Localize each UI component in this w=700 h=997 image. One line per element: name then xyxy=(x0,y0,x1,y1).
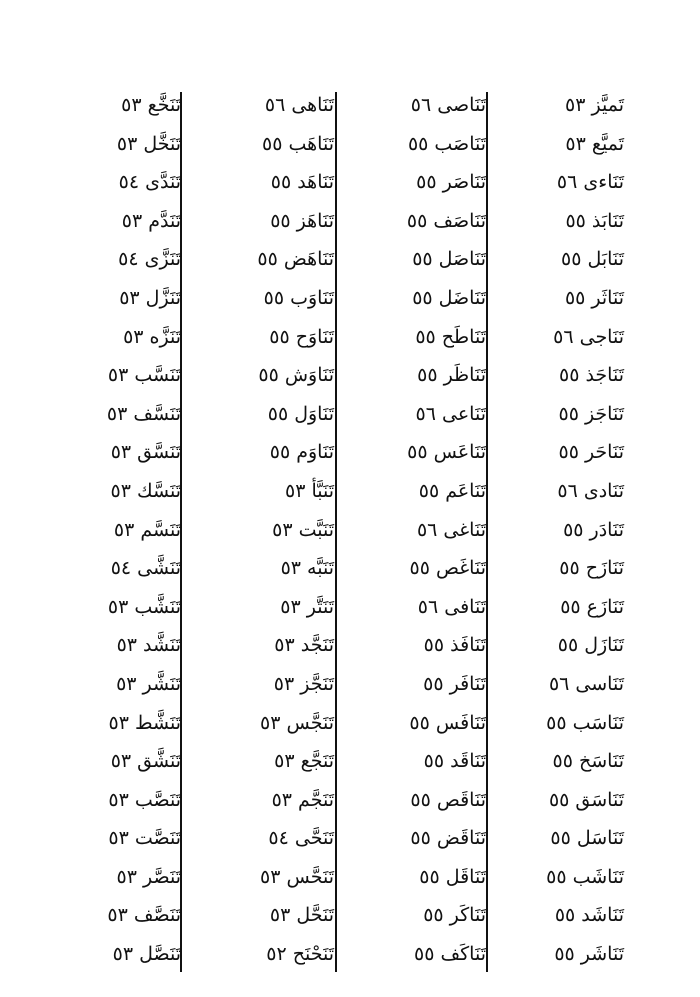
index-entry: تَنَشَّى ٥٤ xyxy=(110,557,181,580)
index-entry: تَنَاصَل ٥٥ xyxy=(412,248,486,271)
index-entry: تَنَاهَد ٥٥ xyxy=(270,171,334,194)
index-entry: تَنَاسَل ٥٥ xyxy=(550,827,624,850)
index-entry: تَنَاصَف ٥٥ xyxy=(406,209,486,232)
index-entry: تَنَجَّع ٥٣ xyxy=(274,750,334,773)
index-entry: تَنَافى ٥٦ xyxy=(417,595,486,618)
index-entry: تَنَاقَد ٥٥ xyxy=(423,750,486,773)
index-entry: تَنَاوَم ٥٥ xyxy=(269,441,334,464)
index-entry: تَنَاجَذ ٥٥ xyxy=(559,364,624,387)
index-entry: تَنَاوَش ٥٥ xyxy=(258,364,334,387)
index-entry: تَنَجَّم ٥٣ xyxy=(271,788,334,811)
index-entry: تَنَشَّط ٥٣ xyxy=(108,711,181,734)
index-entry: تَنَحَّل ٥٣ xyxy=(269,904,334,927)
index-entry: تَنَاسى ٥٦ xyxy=(548,672,624,695)
index-entry: تَنَاهَب ٥٥ xyxy=(262,132,334,155)
index-entry: تَنَاصى ٥٦ xyxy=(410,94,486,116)
index-entry: تَنَشَّب ٥٣ xyxy=(107,595,181,618)
index-column-1 xyxy=(479,86,624,974)
column-divider xyxy=(335,92,337,972)
index-entry: تَنَاسَق ٥٥ xyxy=(548,788,624,811)
index-entry: تَنَشَّد ٥٣ xyxy=(116,634,181,657)
index-entry: تَنَاكَف ٥٥ xyxy=(414,943,486,966)
index-column-3 xyxy=(184,86,334,974)
index-entry: تَنَصَّت ٥٣ xyxy=(108,827,181,850)
index-entry: تَنَاوَح ٥٥ xyxy=(269,325,334,348)
index-entry: تَنَبَّأ ٥٣ xyxy=(284,479,334,502)
index-entry: تَنَاهَض ٥٥ xyxy=(257,248,334,271)
index-entry: تَنَاوَل ٥٥ xyxy=(267,402,334,425)
index-entry: تَنَتَّر ٥٣ xyxy=(280,595,334,618)
index-entry: تَميَّز ٥٣ xyxy=(565,94,624,116)
index-entry: تَنَاجى ٥٦ xyxy=(553,325,624,348)
index-entry: تَنَاصَب ٥٥ xyxy=(407,132,486,155)
index-entry: تَنَاشَد ٥٥ xyxy=(554,904,624,927)
index-entry: تَنَاسَخ ٥٥ xyxy=(552,750,624,773)
index-entry: تَنَاهَز ٥٥ xyxy=(270,209,334,232)
index-entry: تَنَاعى ٥٦ xyxy=(415,402,486,425)
index-entry: تَميَّع ٥٣ xyxy=(565,132,624,155)
index-entry: تَنَاصَر ٥٥ xyxy=(416,171,486,194)
index-entry: تَنَزَّه ٥٣ xyxy=(123,325,181,348)
index-entry: تَنَابَذ ٥٥ xyxy=(565,209,624,232)
index-entry: تَنَادى ٥٦ xyxy=(557,479,624,502)
index-entry: تَنَاقَل ٥٥ xyxy=(419,865,486,888)
index-entry: تَنَخَّل ٥٣ xyxy=(116,132,181,155)
index-entry: تَنَادَر ٥٥ xyxy=(563,518,624,541)
index-entry: تَنَسَّف ٥٣ xyxy=(106,402,181,425)
index-entry: تَنَاغى ٥٦ xyxy=(416,518,486,541)
index-entry: تَنَاقَص ٥٥ xyxy=(410,788,486,811)
index-entry: تَنَاكَر ٥٥ xyxy=(423,904,486,927)
index-entry: تَنَاهى ٥٦ xyxy=(264,94,334,116)
index-entry: تَنَاعَم ٥٥ xyxy=(418,479,486,502)
index-entry: تَنَاطَح ٥٥ xyxy=(415,325,486,348)
index-entry: تَنَدَّم ٥٣ xyxy=(121,209,181,232)
index-entry: تَنَحَّس ٥٣ xyxy=(260,865,334,888)
index-entry: تَنَاوَب ٥٥ xyxy=(263,286,334,309)
index-entry: تَنَازَح ٥٥ xyxy=(559,557,624,580)
index-entry: تَنَجَّد ٥٣ xyxy=(274,634,334,657)
index-entry: تَنَدَّى ٥٤ xyxy=(118,171,181,194)
index-entry: تَنَشَّق ٥٣ xyxy=(110,750,181,773)
index-entry: تَنَازَع ٥٥ xyxy=(560,595,624,618)
index-entry: تَنَاجَز ٥٥ xyxy=(558,402,624,425)
index-entry: تَنَاظَر ٥٥ xyxy=(417,364,486,387)
index-entry: تَنَاسَب ٥٥ xyxy=(546,711,624,734)
index-entry: تَنَاحَر ٥٥ xyxy=(558,441,624,464)
index-entry: تَنَحَّى ٥٤ xyxy=(268,827,334,850)
index-entry: تَنَزَّل ٥٣ xyxy=(119,286,181,309)
index-entry: تَنَاءى ٥٦ xyxy=(556,171,624,194)
index-entry: تَنَابَل ٥٥ xyxy=(561,248,624,271)
index-entry: تَنَصَّب ٥٣ xyxy=(108,788,181,811)
index-entry: تَنَجَّز ٥٣ xyxy=(273,672,334,695)
index-column-4 xyxy=(31,86,181,974)
index-entry: تَنَاثَر ٥٥ xyxy=(564,286,624,309)
index-entry: تَنَسَّق ٥٣ xyxy=(110,441,181,464)
index-entry: تَنَشَّر ٥٣ xyxy=(116,672,181,695)
index-entry: تَنَبَّه ٥٣ xyxy=(280,557,334,580)
index-entry: تَنَازَل ٥٥ xyxy=(557,634,624,657)
index-entry: تَنَاشَب ٥٥ xyxy=(546,865,624,888)
index-entry: تَنَسَّب ٥٣ xyxy=(107,364,181,387)
index-entry: تَنَافَر ٥٥ xyxy=(423,672,486,695)
index-entry: تَنَافَس ٥٥ xyxy=(409,711,486,734)
index-entry: تَنَاغَص ٥٥ xyxy=(409,557,486,580)
column-divider xyxy=(486,92,488,972)
index-entry: تَنَجَّس ٥٣ xyxy=(260,711,334,734)
index-entry: تَنَصَّل ٥٣ xyxy=(112,943,181,966)
index-entry: تَنَسَّم ٥٣ xyxy=(113,518,181,541)
index-entry: تَنَزَّى ٥٤ xyxy=(118,248,181,271)
index-entry: تَنَسَّك ٥٣ xyxy=(110,479,181,502)
index-entry: تَنَاعَس ٥٥ xyxy=(407,441,486,464)
index-entry: تَنَافَذ ٥٥ xyxy=(423,634,486,657)
index-entry: تَنَحْنَح ٥٢ xyxy=(266,943,334,966)
index-entry: تَنَاقَض ٥٥ xyxy=(410,827,486,850)
index-column-2 xyxy=(366,86,486,974)
index-entry: تَنَصَّر ٥٣ xyxy=(116,865,181,888)
index-entry: تَنَاضَل ٥٥ xyxy=(412,286,486,309)
index-entry: تَنَاشَر ٥٥ xyxy=(554,943,624,966)
index-entry: تَنَصَّف ٥٣ xyxy=(107,904,181,927)
index-entry: تَنَخَّع ٥٣ xyxy=(121,94,181,116)
index-entry: تَنَبَّت ٥٣ xyxy=(272,518,334,541)
